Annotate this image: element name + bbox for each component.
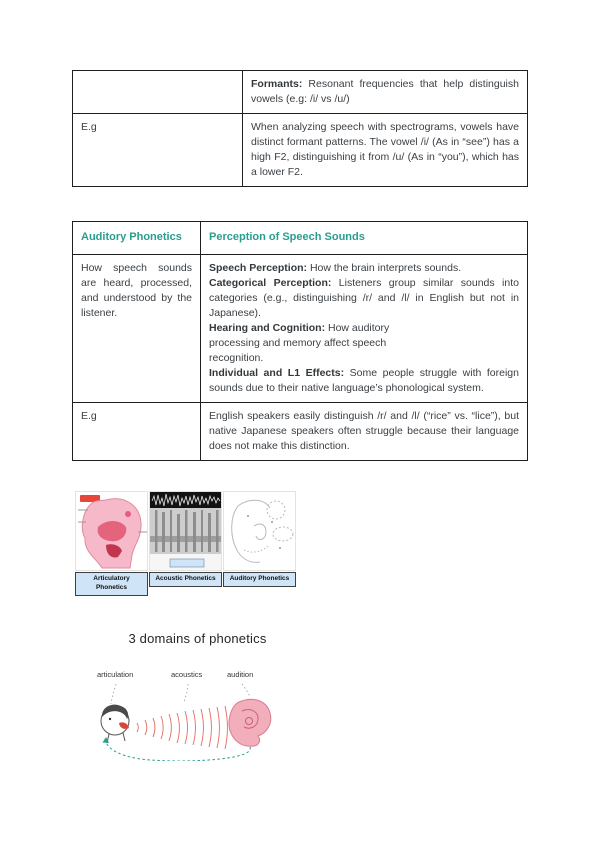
articulatory-panel xyxy=(75,491,148,571)
auditory-phonetics-table xyxy=(72,221,528,461)
cell-eg-label: E.g xyxy=(73,402,201,460)
cell-eg-label: E.g xyxy=(73,114,243,187)
item-text: How auditory xyxy=(325,321,390,334)
term-formants: Formants: xyxy=(251,78,303,90)
waveform-strip xyxy=(150,492,222,508)
listener-sketch-illustration xyxy=(224,492,296,571)
figure-panels xyxy=(75,491,298,571)
formants-table xyxy=(72,70,528,187)
table-row xyxy=(73,402,528,460)
cell-perception-details xyxy=(201,254,528,402)
term: Hearing and Cognition: xyxy=(209,321,326,334)
cell-eg-text: When analyzing speech with spectrograms, vowels have distinct formant patterns. The vowel /i/ (As in “see”) has a high F2, distinguishing it from /u/ (As in “you”), which has a lower F2. xyxy=(243,114,528,187)
table-header-row xyxy=(73,222,528,255)
item-text: Some people struggle with foreign sounds due to their native language’s phonological system. xyxy=(209,366,519,394)
cell-definition: How speech sounds are heard, processed, and understood by the listener. xyxy=(73,254,201,402)
header-auditory-phonetics: Auditory Phonetics xyxy=(73,222,201,255)
term: Individual and L1 Effects: xyxy=(209,366,345,379)
listener-ear xyxy=(229,699,271,746)
cell-empty xyxy=(73,71,243,114)
label-acoustics: acoustics xyxy=(171,670,203,679)
item-hearing-cognition xyxy=(209,321,519,336)
phonetics-branches-figure xyxy=(75,491,298,596)
term: Categorical Perception: xyxy=(209,276,332,289)
table-row xyxy=(73,114,528,187)
spectrogram-illustration xyxy=(150,492,222,571)
acoustic-panel xyxy=(149,491,222,571)
item-text: How the brain interprets sounds. xyxy=(307,261,462,274)
header-perception: Perception of Speech Sounds xyxy=(201,222,528,255)
table-row xyxy=(73,71,528,114)
item-text: recognition. xyxy=(209,351,264,364)
sound-wave-ripples xyxy=(137,706,227,749)
item-text: processing and memory affect speech xyxy=(209,336,387,349)
item-speech-perception xyxy=(209,261,519,276)
cell-formants-definition xyxy=(243,71,528,114)
term: Speech Perception: xyxy=(209,261,308,274)
label-auditory-phonetics: Auditory Phonetics xyxy=(223,572,296,587)
speaker-head xyxy=(101,705,129,743)
item-individual-l1-effects xyxy=(209,366,519,396)
speech-chain-illustration xyxy=(85,683,310,761)
domain-labels xyxy=(85,670,310,680)
item-hearing-cognition-line3 xyxy=(209,351,519,366)
table-row xyxy=(73,254,528,402)
figure-title: 3 domains of phonetics xyxy=(128,631,267,646)
label-acoustic-phonetics: Acoustic Phonetics xyxy=(149,572,222,587)
vocal-tract-illustration xyxy=(76,492,148,571)
figure-labels xyxy=(75,572,298,596)
auditory-panel xyxy=(223,491,296,571)
three-domains-figure xyxy=(85,631,310,761)
item-text: Listeners group similar sounds into categories (e.g., distinguishing /r/ and /l/ in English but not in Japanese). xyxy=(209,276,519,319)
cell-eg-text: English speakers easily distinguish /r/ and /l/ (“rice” vs. “lice”), but native Japanese speakers often struggle because their language does not make this distinction. xyxy=(201,402,528,460)
item-hearing-cognition-line2 xyxy=(209,336,519,351)
label-audition: audition xyxy=(227,670,254,679)
label-articulation: articulation xyxy=(97,670,134,679)
item-categorical-perception xyxy=(209,276,519,321)
label-articulatory-phonetics: Articulatory Phonetics xyxy=(75,572,148,596)
definition-text: Resonant frequencies that help distinguish vowels (e.g: /i/ vs /u/) xyxy=(251,78,519,105)
